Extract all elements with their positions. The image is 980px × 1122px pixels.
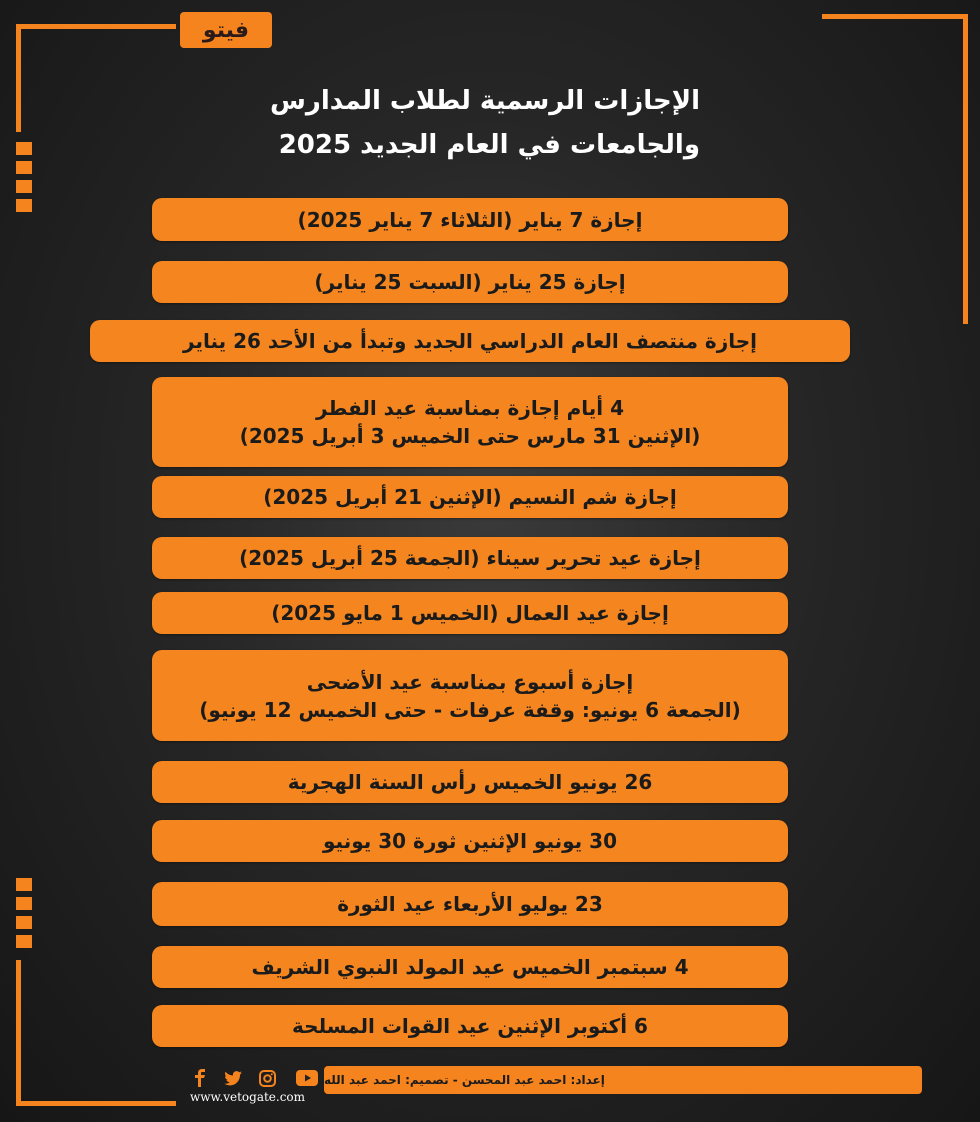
holiday-text: إجازة 7 يناير (الثلاثاء 7 يناير 2025) (297, 207, 643, 232)
holiday-item (152, 946, 788, 988)
holiday-text: إجازة منتصف العام الدراسي الجديد وتبدأ من الأحد 26 يناير (183, 329, 758, 353)
frame-bottom-left (16, 1101, 176, 1106)
holiday-text: إجازة شم النسيم (الإثنين 21 أبريل 2025) (263, 485, 677, 509)
page-title-line-2: والجامعات في العام الجديد 2025 (278, 130, 700, 160)
holiday-item (152, 198, 788, 241)
holiday-item (152, 761, 788, 803)
frame-right-top (963, 14, 968, 324)
holiday-subtext: (الإثنين 31 مارس حتى الخميس 3 أبريل 2025) (239, 424, 701, 448)
holiday-item (152, 261, 788, 303)
holiday-text: إجازة أسبوع بمناسبة عيد الأضحى (306, 669, 634, 694)
youtube-icon[interactable] (295, 1068, 319, 1088)
holiday-text: إجازة 25 يناير (السبت 25 يناير) (314, 270, 626, 294)
website-link[interactable]: www.vetogate.com (190, 1090, 306, 1104)
page-title-line-1: الإجازات الرسمية لطلاب المدارس (269, 86, 700, 116)
holiday-item (152, 377, 788, 467)
holiday-item (152, 650, 788, 741)
facebook-icon[interactable] (193, 1068, 207, 1088)
holiday-item (152, 476, 788, 518)
holiday-item (152, 820, 788, 862)
frame-left-bottom (16, 960, 21, 1106)
holiday-item (152, 882, 788, 926)
deco-squares-bottom (16, 878, 32, 948)
frame-top-left (16, 24, 176, 29)
holiday-text: 4 أيام إجازة بمناسبة عيد الفطر (316, 396, 624, 420)
holiday-text: إجازة عيد العمال (الخميس 1 مايو 2025) (271, 601, 669, 625)
holiday-text: 26 يونيو الخميس رأس السنة الهجرية (287, 770, 653, 794)
instagram-icon[interactable] (257, 1068, 277, 1088)
holiday-item (90, 320, 850, 362)
holiday-item (152, 1005, 788, 1047)
frame-top-right (822, 14, 968, 19)
credits-bar: إعداد: احمد عبد المحسن - تصميم: احمد عبد الله (324, 1066, 922, 1094)
holiday-text: إجازة عيد تحرير سيناء (الجمعة 25 أبريل 2025) (239, 546, 701, 570)
holiday-text: 6 أكتوبر الإثنين عيد القوات المسلحة (292, 1014, 648, 1038)
twitter-icon[interactable] (223, 1068, 243, 1088)
holiday-text: 30 يونيو الإثنين ثورة 30 يونيو (323, 829, 617, 853)
deco-squares-top (16, 142, 32, 212)
frame-left-top (16, 24, 21, 132)
holiday-text: 23 يوليو الأربعاء عيد الثورة (337, 892, 603, 916)
brand-logo (180, 12, 272, 48)
holiday-item (152, 592, 788, 634)
holiday-subtext: (الجمعة 6 يونيو: وقفة عرفات - حتى الخميس 12 يونيو) (199, 697, 741, 722)
brand-logo-text: فيتو (202, 17, 250, 43)
holiday-text: 4 سبتمبر الخميس عيد المولد النبوي الشريف (251, 955, 689, 979)
holiday-item (152, 537, 788, 579)
